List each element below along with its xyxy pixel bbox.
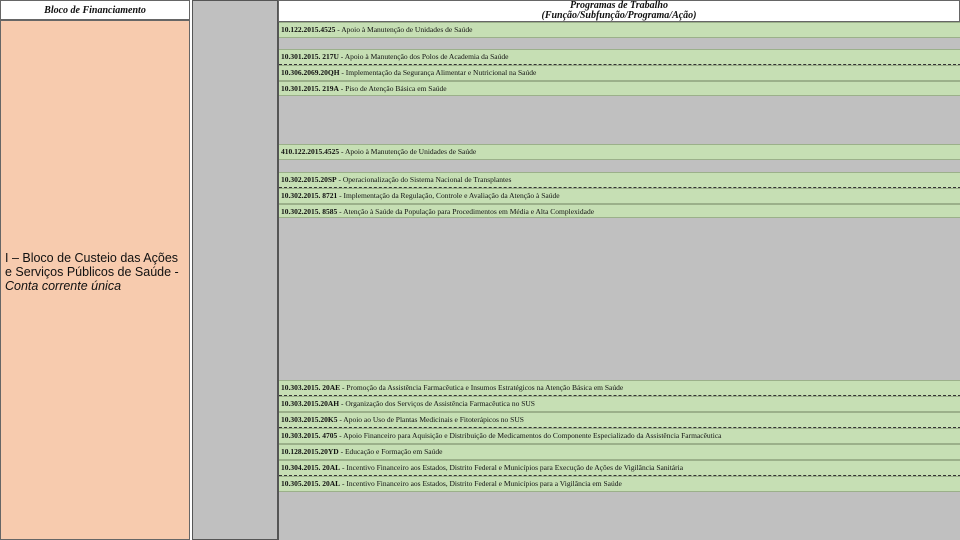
program-label: - Apoio à Manutenção de Unidades de Saúde <box>337 25 473 34</box>
right-column-header <box>278 0 960 22</box>
program-row <box>279 460 960 476</box>
program-row <box>279 188 960 204</box>
program-row <box>279 396 960 412</box>
program-code: 10.301.2015. 219A <box>281 84 339 93</box>
funding-block-subtitle: Conta corrente única <box>5 279 122 293</box>
right-header-line1: Programas de Trabalho <box>570 0 668 11</box>
program-row <box>279 204 960 218</box>
program-label: - Incentivo Financeiro aos Estados, Distrito Federal e Municípios para a Vigilância em Saúde <box>342 479 622 488</box>
program-label: - Educação e Formação em Saúde <box>340 447 443 456</box>
program-row <box>279 444 960 460</box>
funding-block-cell <box>0 20 190 540</box>
program-code: 10.303.2015. 20AE <box>281 383 341 392</box>
program-code: 410.122.2015.4525 <box>281 147 340 156</box>
program-label: - Piso de Atenção Básica em Saúde <box>340 84 447 93</box>
program-code: 10.301.2015. 217U <box>281 52 339 61</box>
program-row <box>279 412 960 428</box>
program-row <box>279 22 960 38</box>
program-code: 10.303.2015.20AH <box>281 399 340 408</box>
program-code: 10.302.2015. 8721 <box>281 191 338 200</box>
program-row <box>279 81 960 96</box>
program-code: 10.302.2015. 8585 <box>281 207 338 216</box>
funding-block-title: I – Bloco de Custeio das Ações e Serviços Públicos de Saúde - <box>5 251 179 279</box>
program-label: - Apoio ao Uso de Plantas Medicinais e Fitoterápicos no SUS <box>339 415 524 424</box>
middle-grey-column <box>192 0 278 540</box>
program-code: 10.302.2015.20SP <box>281 175 337 184</box>
program-code: 10.306.2069.20QH <box>281 68 340 77</box>
program-label: - Apoio à Manutenção de Unidades de Saúde <box>341 147 477 156</box>
program-row <box>279 49 960 65</box>
program-row <box>279 380 960 396</box>
program-row <box>279 172 960 188</box>
program-label: - Apoio à Manutenção dos Polos de Academia da Saúde <box>340 52 509 61</box>
program-code: 10.305.2015. 20AL <box>281 479 341 488</box>
program-label: - Implementação da Segurança Alimentar e Nutricional na Saúde <box>341 68 537 77</box>
program-row <box>279 65 960 81</box>
program-label: - Incentivo Financeiro aos Estados, Distrito Federal e Municípios para Execução de Ações de Vigilância Sanitária <box>342 463 684 472</box>
program-code: 10.122.2015.4525 <box>281 25 336 34</box>
program-code: 10.304.2015. 20AL <box>281 463 341 472</box>
funding-block-text <box>5 251 187 293</box>
program-label: - Implementação da Regulação, Controle e Avaliação da Atenção à Saúde <box>339 191 560 200</box>
program-code: 10.128.2015.20YD <box>281 447 339 456</box>
right-header-line2: (Função/Subfunção/Programa/Ação) <box>541 10 697 21</box>
program-row <box>279 428 960 444</box>
program-code: 10.303.2015. 4705 <box>281 431 338 440</box>
programs-column <box>278 22 960 540</box>
program-row <box>279 144 960 160</box>
program-row <box>279 476 960 492</box>
program-code: 10.303.2015.20K5 <box>281 415 338 424</box>
program-label: - Operacionalização do Sistema Nacional de Transplantes <box>338 175 512 184</box>
left-header-text: Bloco de Financiamento <box>44 4 146 16</box>
left-column-header <box>0 0 190 20</box>
program-label: - Organização dos Serviços de Assistência Farmacêutica no SUS <box>341 399 535 408</box>
program-label: - Promoção da Assistência Farmacêutica e Insumos Estratégicos na Atenção Básica em Saúde <box>342 383 624 392</box>
program-label: - Atenção à Saúde da População para Procedimentos em Média e Alta Complexidade <box>339 207 595 216</box>
program-label: - Apoio Financeiro para Aquisição e Distribuição de Medicamentos do Componente Especializado da Assistência Farmacêutica <box>339 431 722 440</box>
